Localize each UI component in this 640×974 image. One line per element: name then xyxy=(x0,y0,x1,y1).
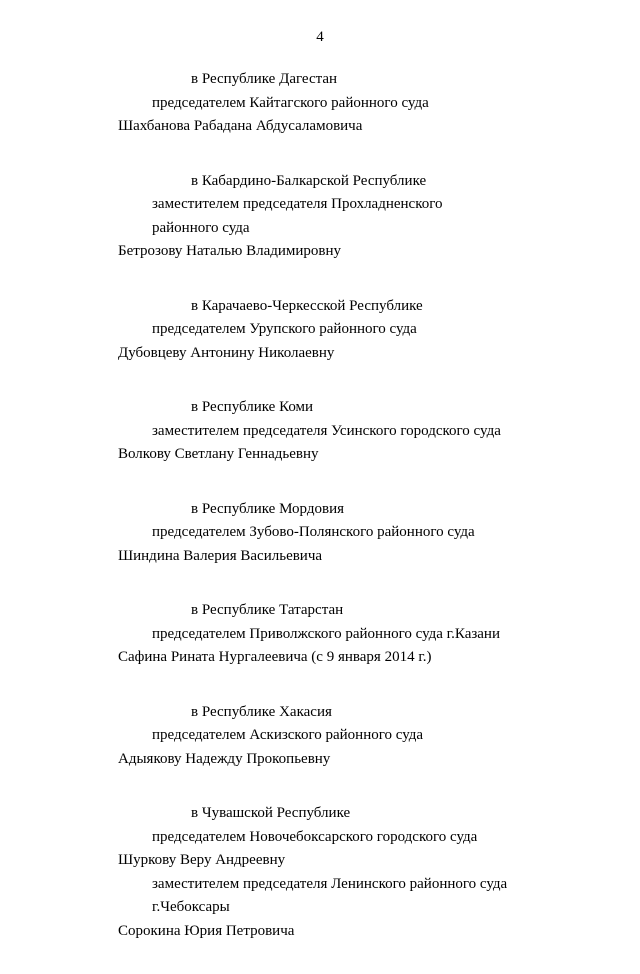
appointee-name: Дубовцеву Антонину Николаевну xyxy=(118,344,335,361)
appointee-name: Сорокина Юрия Петровича xyxy=(118,922,295,939)
region-heading: в Кабардино-Балкарской Республике xyxy=(191,172,427,189)
appointment-list xyxy=(0,68,640,974)
position-title: председателем Приволжского районного суда г.Казани xyxy=(152,625,500,642)
region-heading: в Карачаево-Черкесской Республике xyxy=(191,297,423,314)
region-heading: в Республике Татарстан xyxy=(191,602,344,618)
appointee-name: Шиндина Валерия Васильевича xyxy=(118,547,323,564)
position-title: председателем Новочебоксарского городского суда xyxy=(152,828,478,845)
appointment-entry xyxy=(0,498,640,569)
appointee-name: Сафина Рината Нургалеевича (с 9 января 2014 г.) xyxy=(118,649,432,665)
region-heading: в Республике Дагестан xyxy=(191,71,338,87)
position-title: районного суда xyxy=(152,219,250,236)
appointee-name: Шахбанова Рабадана Абдусаламовича xyxy=(118,118,363,134)
position-title: председателем Зубово-Полянского районного суда xyxy=(152,524,475,540)
position-title: заместителем председателя Ленинского районного суда xyxy=(152,875,508,892)
appointment-entry xyxy=(0,802,640,943)
position-title: заместителем председателя Прохладненского xyxy=(152,196,443,212)
appointment-entry xyxy=(0,599,640,670)
region-heading: в Чувашской Республике xyxy=(191,805,351,821)
region-heading: в Республике Хакасия xyxy=(191,703,332,720)
appointment-entry xyxy=(0,68,640,139)
appointment-entry xyxy=(0,701,640,772)
region-heading: в Республике Коми xyxy=(191,399,314,415)
position-title: заместителем председателя Усинского городского суда xyxy=(152,422,501,439)
position-title: председателем Кайтагского районного суда xyxy=(152,94,429,111)
appointee-name: Волкову Светлану Геннадьевну xyxy=(118,446,319,462)
appointee-name: Шуркову Веру Андреевну xyxy=(118,852,286,868)
appointee-name: Адыякову Надежду Прокопьевну xyxy=(118,750,331,767)
position-title: г.Чебоксары xyxy=(152,899,230,915)
position-title: председателем Урупского районного суда xyxy=(152,321,417,337)
appointee-name: Бетрозову Наталью Владимировну xyxy=(118,243,342,259)
appointment-entry xyxy=(0,295,640,366)
position-title: председателем Аскизского районного суда xyxy=(152,727,424,743)
appointment-entry xyxy=(0,170,640,264)
page-number: 4 xyxy=(316,29,324,45)
appointment-entry xyxy=(0,396,640,467)
region-heading: в Республике Мордовия xyxy=(191,500,344,517)
